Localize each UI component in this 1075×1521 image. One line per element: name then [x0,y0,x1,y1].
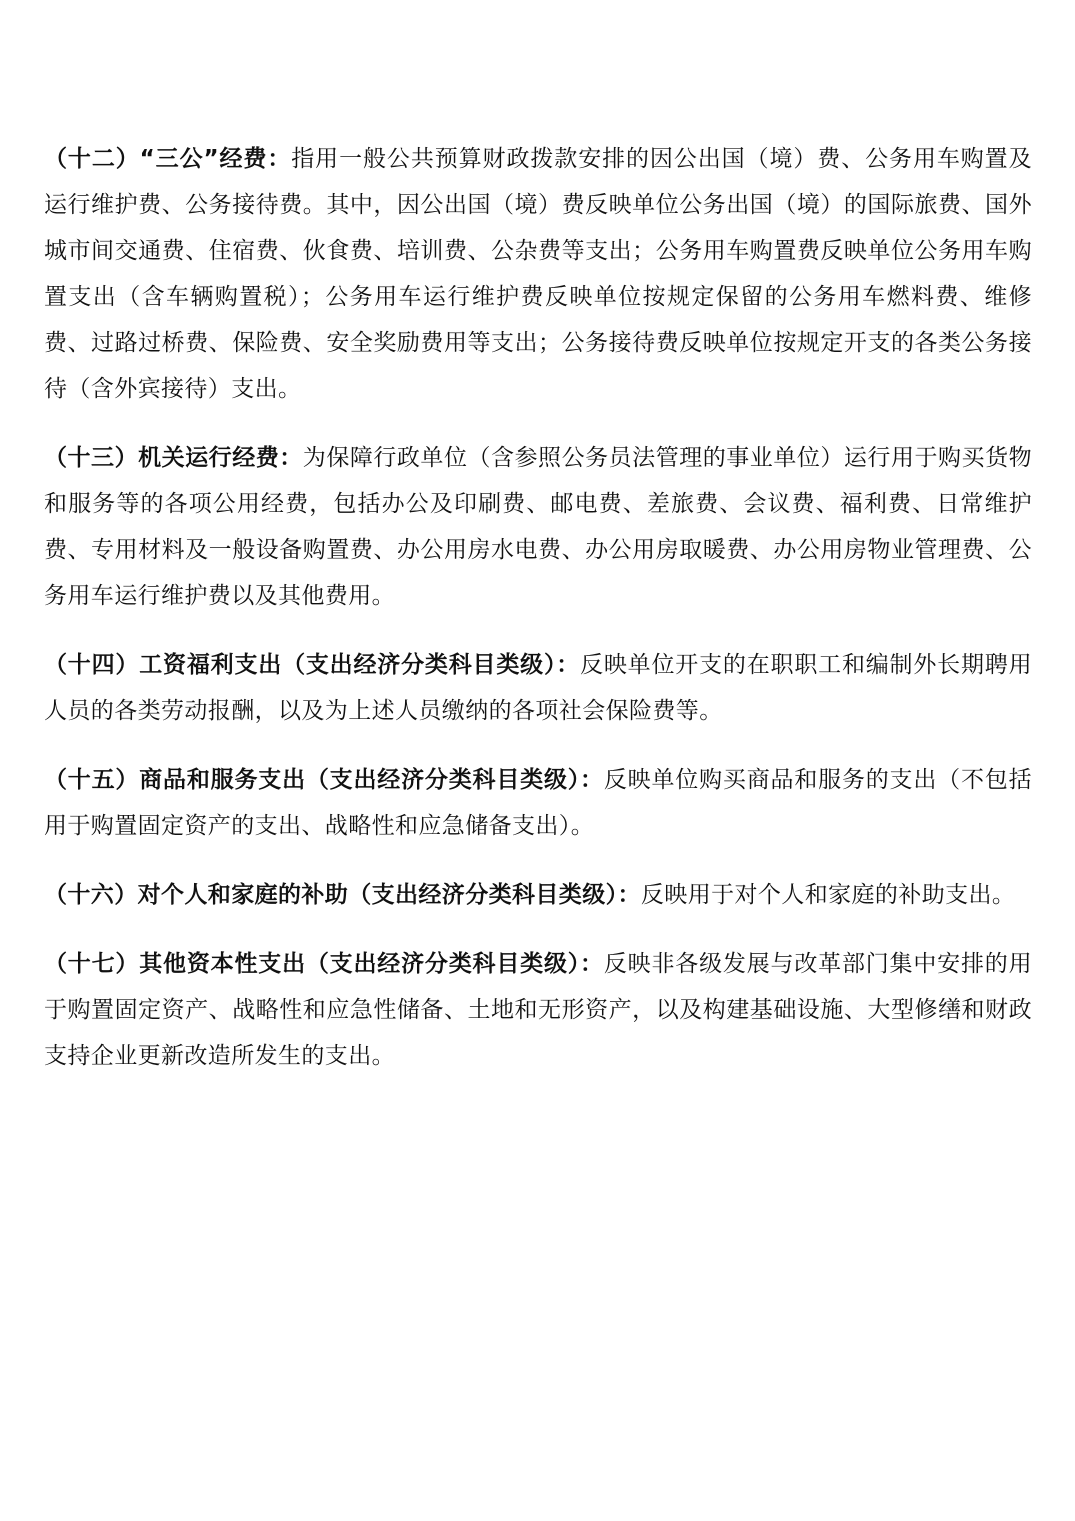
paragraph-item-14 [44,642,1032,734]
paragraph-item-12 [44,136,1032,412]
term-definition: 为保障行政单位（含参照公务员法管理的事业单位）运行用于购买货物和服务等的各项公用经费，包括办公及印刷费、邮电费、差旅费、会议费、福利费、日常维护 费、专用材料及一般设备购置费、办公用房水电费、办公用房取暖费、办公用房物业管理费、公务用车运行维护费以及其他费用。 [44,445,1032,609]
term-definition: 反映单位购买商品和服务的支出（不包括用于购置固定资产的支出、战略性和应急储备支出）。 [44,767,1032,839]
term-heading: （十二）“三公”经费： [44,146,292,172]
term-heading: （十四）工资福利支出（支出经济分类科目类级）： [44,652,581,678]
paragraph-item-13 [44,435,1032,619]
term-definition: 反映单位开支的在职职工和编制外长期聘用人员的各类劳动报酬，以及为上述人员缴纳的各项社会保险费等。 [44,652,1032,724]
term-definition: 反映非各级发展与改革部门集中安排的用于购置固定资产、战略性和应急性储备、土地和无形资产，以及构建基础设施、大型修缮和财政支持企业更新改造所发生的支出。 [44,951,1032,1069]
term-heading: （十七）其他资本性支出（支出经济分类科目类级）： [44,951,604,977]
term-heading: （十三）机关运行经费： [44,445,303,471]
paragraph-item-17 [44,941,1032,1079]
term-heading: （十五）商品和服务支出（支出经济分类科目类级）： [44,767,604,793]
term-heading: （十六）对个人和家庭的补助（支出经济分类科目类级）： [44,882,641,908]
paragraph-item-16 [44,872,1032,918]
paragraph-item-15 [44,757,1032,849]
term-definition: 指用一般公共预算财政拨款安排的因公出国（境）费、公务用车购置及运行维护费、公务接待费。其中，因公出国（境）费反映单位公务出国（境）的国际旅费、国外城市间交通费、住宿费、伙食费、培训费、公杂费等支出；公务用车购置费反映单位公务用车购置支出（含车辆购置税）；公务用车运行维护费反映单位按规定保留的公务用车燃料费、维修费、过路过桥费、保险费、安全奖励费用等支出；公务接待费反映单位按规定开支的各类公务接待（含外宾接待）支出。 [44,146,1032,402]
document-body [44,136,1032,1102]
term-definition: 反映用于对个人和家庭的补助支出。 [640,882,1016,908]
